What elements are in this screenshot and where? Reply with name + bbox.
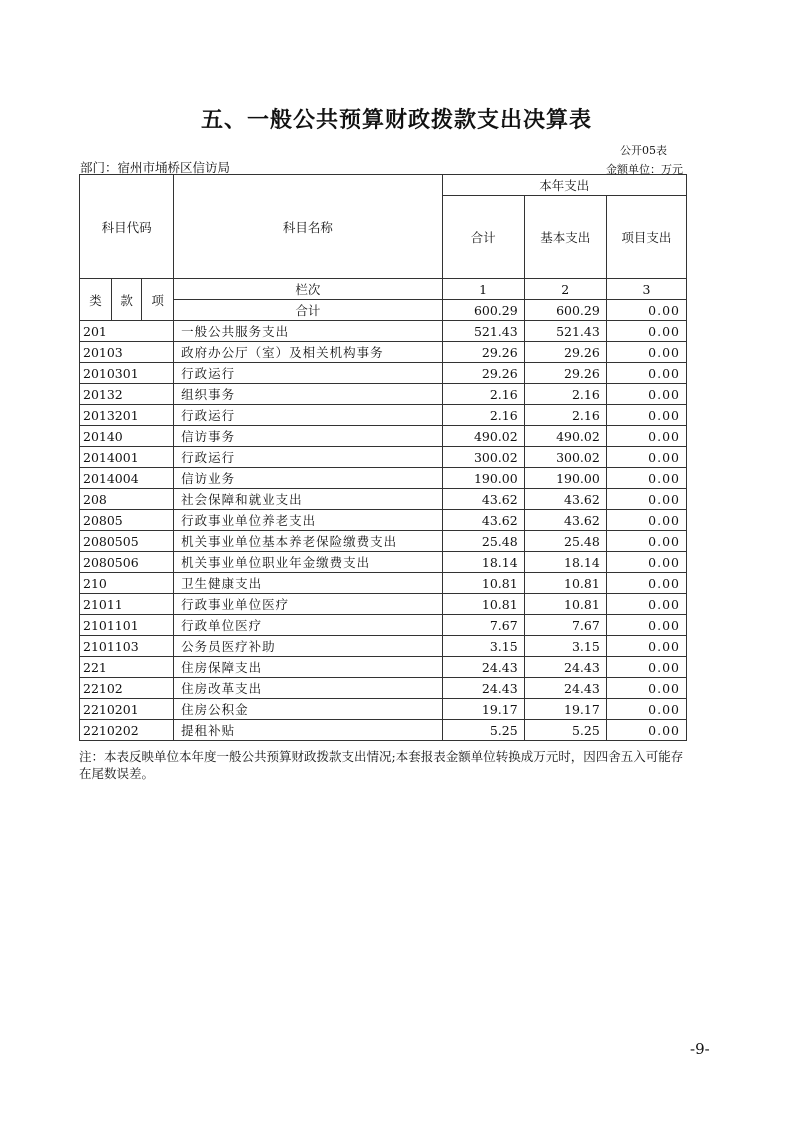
row-basic: 5.25 (524, 720, 606, 741)
row-code: 2013201 (80, 405, 174, 426)
row-name: 政府办公厅（室）及相关机构事务 (174, 342, 442, 363)
header-total: 合计 (442, 196, 524, 279)
row-total: 43.62 (442, 489, 524, 510)
row-code: 208 (80, 489, 174, 510)
row-name: 信访业务 (174, 468, 442, 489)
total-amount: 600.29 (442, 300, 524, 321)
row-basic: 25.48 (524, 531, 606, 552)
unit-label: 金额单位：万元 (606, 163, 683, 176)
row-project: 0.00 (606, 468, 686, 489)
row-basic: 2.16 (524, 384, 606, 405)
row-basic: 24.43 (524, 678, 606, 699)
row-code: 20140 (80, 426, 174, 447)
row-total: 25.48 (442, 531, 524, 552)
row-basic: 19.17 (524, 699, 606, 720)
table-row (80, 384, 687, 405)
row-basic: 43.62 (524, 489, 606, 510)
row-total: 10.81 (442, 573, 524, 594)
total-project: 0.00 (606, 300, 686, 321)
row-name: 行政单位医疗 (174, 615, 442, 636)
row-project: 0.00 (606, 321, 686, 342)
total-basic: 600.29 (524, 300, 606, 321)
header-xiang: 项 (142, 279, 174, 321)
row-project: 0.00 (606, 657, 686, 678)
table-row (80, 531, 687, 552)
row-project: 0.00 (606, 615, 686, 636)
table-row (80, 699, 687, 720)
header-col3: 3 (606, 279, 686, 300)
row-total: 10.81 (442, 594, 524, 615)
row-basic: 300.02 (524, 447, 606, 468)
row-code: 2210201 (80, 699, 174, 720)
row-project: 0.00 (606, 636, 686, 657)
expenditure-table (79, 174, 687, 741)
row-name: 住房改革支出 (174, 678, 442, 699)
row-project: 0.00 (606, 426, 686, 447)
row-name: 信访事务 (174, 426, 442, 447)
header-name: 科目名称 (174, 175, 442, 279)
row-name: 行政事业单位医疗 (174, 594, 442, 615)
row-project: 0.00 (606, 573, 686, 594)
table-row (80, 468, 687, 489)
department-label: 部门：宿州市埇桥区信访局 (80, 160, 231, 175)
row-code: 20805 (80, 510, 174, 531)
table-note: 注：本表反映单位本年度一般公共预算财政拨款支出情况;本套报表金额单位转换成万元时，因四舍五入可能存在尾数误差。 (79, 749, 684, 781)
row-basic: 3.15 (524, 636, 606, 657)
header-col1: 1 (442, 279, 524, 300)
row-name: 提租补贴 (174, 720, 442, 741)
row-project: 0.00 (606, 510, 686, 531)
row-name: 行政事业单位养老支出 (174, 510, 442, 531)
header-code: 科目代码 (80, 175, 174, 279)
table-row (80, 678, 687, 699)
header-year-spend: 本年支出 (442, 175, 686, 196)
row-total: 2.16 (442, 405, 524, 426)
row-total: 24.43 (442, 678, 524, 699)
row-name: 机关事业单位职业年金缴费支出 (174, 552, 442, 573)
table-row (80, 363, 687, 384)
row-name: 社会保障和就业支出 (174, 489, 442, 510)
row-total: 18.14 (442, 552, 524, 573)
row-basic: 29.26 (524, 342, 606, 363)
table-row (80, 447, 687, 468)
row-project: 0.00 (606, 720, 686, 741)
table-row (80, 510, 687, 531)
header-column-label: 栏次 (174, 279, 442, 300)
row-total: 300.02 (442, 447, 524, 468)
row-name: 住房公积金 (174, 699, 442, 720)
row-code: 2101103 (80, 636, 174, 657)
table-row (80, 342, 687, 363)
row-total: 43.62 (442, 510, 524, 531)
row-project: 0.00 (606, 405, 686, 426)
row-code: 201 (80, 321, 174, 342)
row-name: 组织事务 (174, 384, 442, 405)
row-code: 2210202 (80, 720, 174, 741)
row-basic: 521.43 (524, 321, 606, 342)
row-total: 490.02 (442, 426, 524, 447)
header-lei: 类 (80, 279, 112, 321)
table-row (80, 636, 687, 657)
row-code: 221 (80, 657, 174, 678)
row-basic: 490.02 (524, 426, 606, 447)
row-total: 5.25 (442, 720, 524, 741)
form-code: 公开05表 (620, 144, 667, 157)
row-name: 行政运行 (174, 447, 442, 468)
row-code: 2080506 (80, 552, 174, 573)
row-basic: 2.16 (524, 405, 606, 426)
table-row (80, 615, 687, 636)
header-kuan: 款 (112, 279, 142, 321)
row-basic: 10.81 (524, 573, 606, 594)
row-project: 0.00 (606, 531, 686, 552)
row-code: 20103 (80, 342, 174, 363)
table-row (80, 573, 687, 594)
row-basic: 24.43 (524, 657, 606, 678)
row-project: 0.00 (606, 678, 686, 699)
row-total: 29.26 (442, 363, 524, 384)
row-project: 0.00 (606, 363, 686, 384)
row-basic: 190.00 (524, 468, 606, 489)
table-row (80, 489, 687, 510)
row-project: 0.00 (606, 594, 686, 615)
row-project: 0.00 (606, 447, 686, 468)
row-name: 行政运行 (174, 405, 442, 426)
row-code: 2014004 (80, 468, 174, 489)
row-total: 2.16 (442, 384, 524, 405)
row-code: 2010301 (80, 363, 174, 384)
row-basic: 10.81 (524, 594, 606, 615)
row-name: 行政运行 (174, 363, 442, 384)
row-project: 0.00 (606, 384, 686, 405)
row-project: 0.00 (606, 489, 686, 510)
page-number: -9- (690, 1040, 710, 1058)
row-total: 7.67 (442, 615, 524, 636)
row-basic: 7.67 (524, 615, 606, 636)
row-total: 24.43 (442, 657, 524, 678)
row-code: 2101101 (80, 615, 174, 636)
row-code: 21011 (80, 594, 174, 615)
table-row (80, 321, 687, 342)
table-row (80, 552, 687, 573)
row-code: 210 (80, 573, 174, 594)
row-code: 2080505 (80, 531, 174, 552)
table-row (80, 657, 687, 678)
header-col2: 2 (524, 279, 606, 300)
row-total: 521.43 (442, 321, 524, 342)
row-basic: 18.14 (524, 552, 606, 573)
row-total: 190.00 (442, 468, 524, 489)
row-project: 0.00 (606, 552, 686, 573)
table-row (80, 720, 687, 741)
page-title: 五、一般公共预算财政拨款支出决算表 (200, 108, 592, 133)
table-row (80, 594, 687, 615)
row-code: 22102 (80, 678, 174, 699)
row-total: 3.15 (442, 636, 524, 657)
row-code: 2014001 (80, 447, 174, 468)
row-name: 一般公共服务支出 (174, 321, 442, 342)
row-total: 19.17 (442, 699, 524, 720)
row-name: 卫生健康支出 (174, 573, 442, 594)
row-project: 0.00 (606, 699, 686, 720)
row-name: 公务员医疗补助 (174, 636, 442, 657)
row-name: 住房保障支出 (174, 657, 442, 678)
header-basic: 基本支出 (524, 196, 606, 279)
row-total: 29.26 (442, 342, 524, 363)
row-name: 机关事业单位基本养老保险缴费支出 (174, 531, 442, 552)
row-basic: 29.26 (524, 363, 606, 384)
row-code: 20132 (80, 384, 174, 405)
row-basic: 43.62 (524, 510, 606, 531)
header-project: 项目支出 (606, 196, 686, 279)
row-project: 0.00 (606, 342, 686, 363)
table-row (80, 405, 687, 426)
table-row (80, 426, 687, 447)
total-label: 合计 (174, 300, 442, 321)
